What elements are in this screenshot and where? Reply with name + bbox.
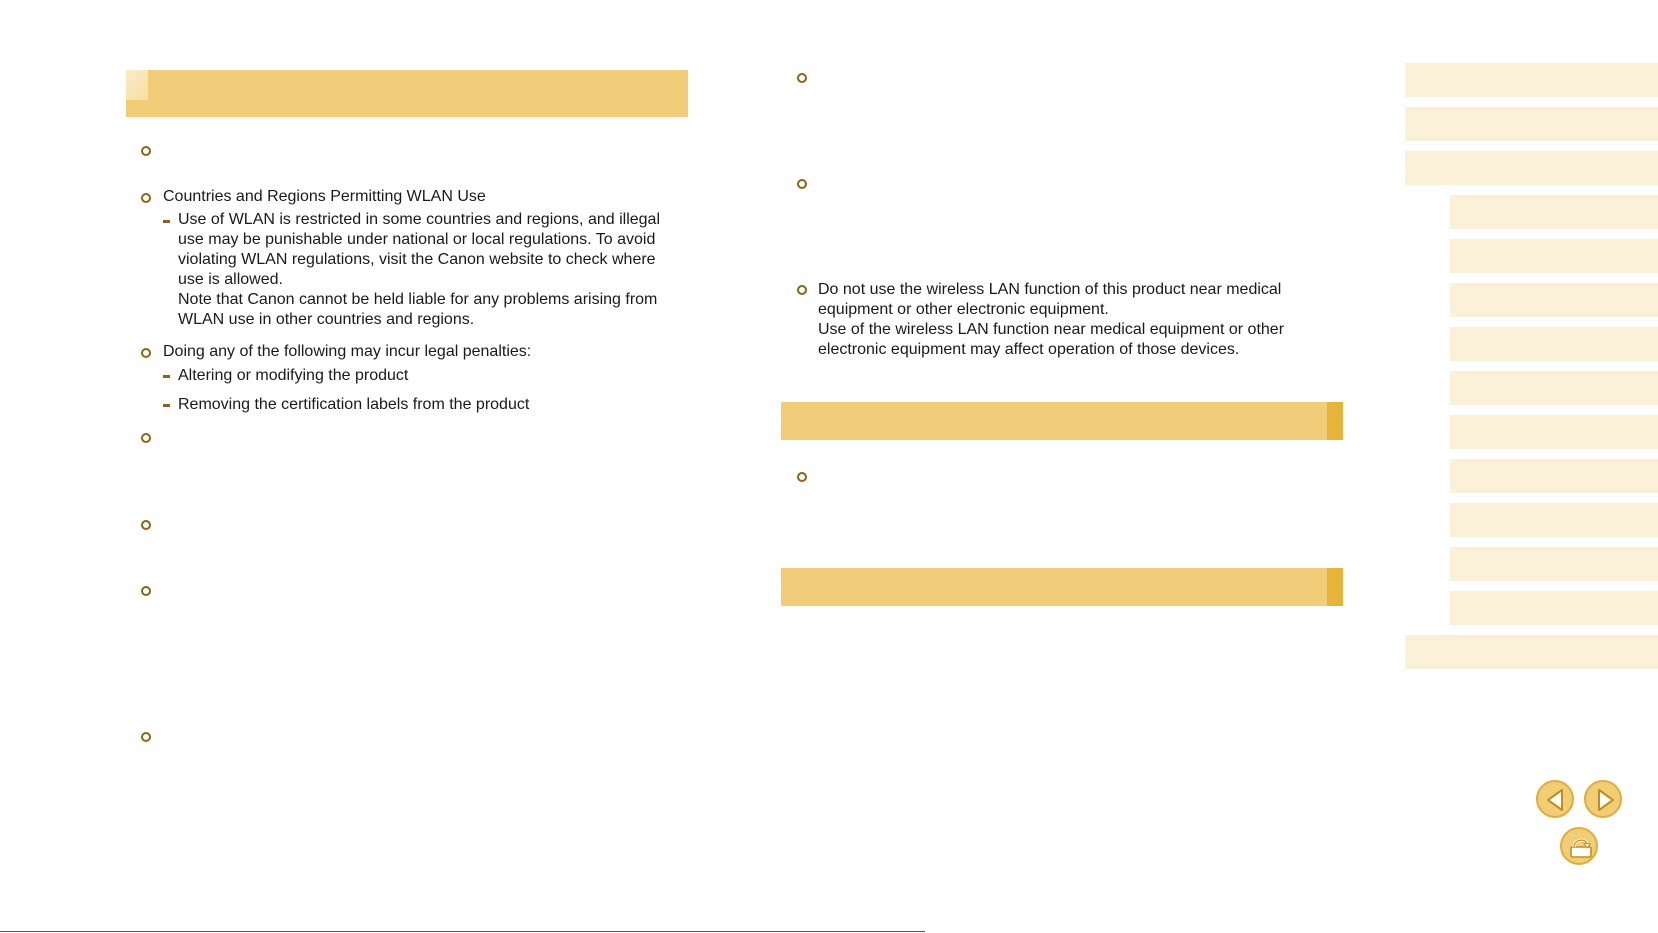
header-tab-2 <box>1327 568 1343 606</box>
bullet-empty-3 <box>141 520 151 530</box>
return-button[interactable] <box>1560 827 1598 865</box>
right-section-header-2 <box>781 568 1343 606</box>
right-section-header-1 <box>781 402 1343 440</box>
left-arrow-icon <box>1538 782 1576 820</box>
left-section-header <box>126 70 688 117</box>
legal-penalties-title: Doing any of the following may incur legal penalties: <box>163 343 532 360</box>
wlan-restriction-line-5: Note that Canon cannot be held liable for any problems arising from <box>178 291 658 308</box>
prev-page-button[interactable] <box>1536 780 1574 818</box>
sidebar-subtab-7[interactable] <box>1450 459 1658 493</box>
wlan-restriction-line-1: Use of WLAN is restricted in some countries and regions, and illegal <box>178 211 660 228</box>
dash-wlan-restriction <box>163 220 170 223</box>
sidebar-tab-1[interactable] <box>1405 63 1658 97</box>
bullet-empty-8 <box>797 472 807 482</box>
sidebar-subtab-3[interactable] <box>1450 283 1658 317</box>
medical-notice-line-3: Use of the wireless LAN function near medical equipment or other <box>818 321 1285 338</box>
sidebar-tab-3[interactable] <box>1405 151 1658 185</box>
medical-notice-line-1: Do not use the wireless LAN function of this product near medical <box>818 281 1282 298</box>
sidebar-subtab-1[interactable] <box>1450 195 1658 229</box>
sidebar-tab-2[interactable] <box>1405 107 1658 141</box>
right-arrow-icon <box>1586 782 1624 820</box>
header-tab-1 <box>1327 402 1343 440</box>
sidebar-subtab-8[interactable] <box>1450 503 1658 537</box>
wlan-restriction-line-6: WLAN use in other countries and regions. <box>178 311 475 328</box>
sidebar-subtab-2[interactable] <box>1450 239 1658 273</box>
return-icon <box>1562 829 1600 867</box>
bullet-empty-5 <box>141 732 151 742</box>
bullet-medical-equipment <box>797 285 807 295</box>
dash-altering <box>163 375 170 378</box>
bottom-divider <box>0 931 925 932</box>
bullet-empty-7 <box>797 179 807 189</box>
sidebar-subtab-9[interactable] <box>1450 547 1658 581</box>
bullet-empty-4 <box>141 586 151 596</box>
bullet-empty-1 <box>141 146 151 156</box>
next-page-button[interactable] <box>1584 780 1622 818</box>
medical-notice-line-4: electronic equipment may affect operation of those devices. <box>818 341 1240 358</box>
altering-text: Altering or modifying the product <box>178 367 409 384</box>
wlan-countries-title: Countries and Regions Permitting WLAN Use <box>163 188 486 205</box>
sidebar-subtab-10[interactable] <box>1450 591 1658 625</box>
dash-removing-labels <box>163 404 170 407</box>
sidebar-subtab-6[interactable] <box>1450 415 1658 449</box>
removing-labels-text: Removing the certification labels from the product <box>178 396 530 413</box>
wlan-restriction-line-4: use is allowed. <box>178 271 283 288</box>
sidebar-subtab-4[interactable] <box>1450 327 1658 361</box>
bullet-legal-penalties <box>141 348 151 358</box>
wlan-restriction-line-3: violating WLAN regulations, visit the Canon website to check where <box>178 251 656 268</box>
bullet-wlan-countries <box>141 193 151 203</box>
wlan-restriction-line-2: use may be punishable under national or local regulations. To avoid <box>178 231 656 248</box>
bullet-empty-2 <box>141 433 151 443</box>
sidebar-tab-4[interactable] <box>1405 635 1658 669</box>
sidebar-subtab-5[interactable] <box>1450 371 1658 405</box>
bullet-empty-6 <box>797 73 807 83</box>
medical-notice-line-2: equipment or other electronic equipment. <box>818 301 1109 318</box>
header-notch <box>126 70 148 100</box>
